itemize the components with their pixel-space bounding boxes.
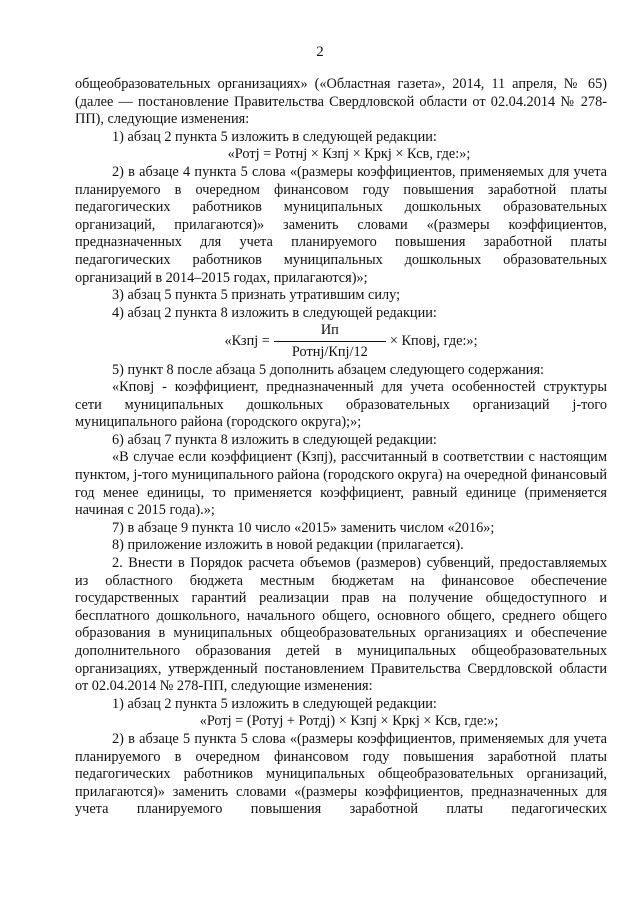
paragraph: 5) пункт 8 после абзаца 5 дополнить абзацем следующего содержания: [112,361,544,378]
formula-suffix: × Кповj, где:»; [389,333,478,350]
paragraph: 4) абзац 2 пункта 8 изложить в следующей редакции: [112,304,437,321]
formula: «Ротj = Ротнj × Кзпj × Кркj × Ксв, где:»; [227,146,471,163]
paragraph: 6) абзац 7 пункта 8 изложить в следующей редакции: [112,431,437,448]
paragraph: 2) в абзаце 5 пункта 5 слова «(размеры коэффициентов, применяемых для учета планируемого в очередном финансовом году повышения заработной платы педагогических работников муниципальных общеобразовательных организаций, прилагаются)» заменить словами «(размеры коэффициентов, предназначенных для учета планируемого повышения заработной платы педагогических [75,730,607,818]
fraction-denominator: Ротнj/Кпj/12 [291,343,368,360]
formula-fraction [95,322,607,361]
paragraph: 3) абзац 5 пункта 5 признать утратившим силу; [112,287,401,304]
paragraph: 7) в абзаце 9 пункта 10 число «2015» заменить числом «2016»; [112,519,495,536]
formula: «Ротj = (Ротуj + Ротдj) × Кзпj × Кркj × Ксв, где:»; [199,713,499,730]
formula-prefix: «Кзпj = [224,333,270,350]
paragraph: 1) абзац 2 пункта 5 изложить в следующей редакции: [112,128,437,145]
paragraph: «Кповj - коэффициент, предназначенный для учета особенностей структуры сети муниципальных дошкольных образовательных организаций j-того муниципального района (городского округа);»; [75,379,607,431]
paragraph: 2) в абзаце 4 пункта 5 слова «(размеры коэффициентов, применяемых для учета планируемого в очередном финансовом году повышения заработной платы педагогических работников муниципальных дошкольных образовательных организаций, прилагаются)» заменить словами «(размеры коэффициентов, предназначенных для учета планируемого повышения заработной платы педагогических работников муниципальных дошкольных образовательных организаций в 2014–2015 годах, прилагаются)»; [75,163,607,286]
paragraph: общеобразовательных организациях» («Областная газета», 2014, 11 апреля, № 65) (далее — постановление Правительства Свердловской области от 02.04.2014 № 278-ПП), следующие изменения: [75,76,607,128]
paragraph: 2. Внести в Порядок расчета объемов (размеров) субвенций, предоставляемых из областного бюджета местным бюджетам на финансовое обеспечение государственных гарантий реализации прав на получение общедоступного и бесплатного дошкольного, начального общего, основного общего, среднего общего образования в муниципальных общеобразовательных организациях и обеспечение дополнительного образования детей в муниципальных общеобразовательных организациях, утвержденный постановлением Правительства Свердловской области от 02.04.2014 № 278-ПП, следующие изменения: [75,555,607,695]
page-number: 2 [316,44,324,60]
paragraph: 8) приложение изложить в новой редакции (прилагается). [112,537,464,554]
paragraph: 1) абзац 2 пункта 5 изложить в следующей редакции: [112,695,437,712]
document-body [75,76,607,819]
paragraph: «В случае если коэффициент (Кзпj), рассчитанный в соответствии с настоящим пунктом, j-того муниципального района (городского округа) на очередной финансовый год менее единицы, то применяется коэффициент, равный единице (применяется начиная с 2015 года).»; [75,449,607,519]
fraction [274,322,386,361]
fraction-numerator: Ип [320,322,339,339]
